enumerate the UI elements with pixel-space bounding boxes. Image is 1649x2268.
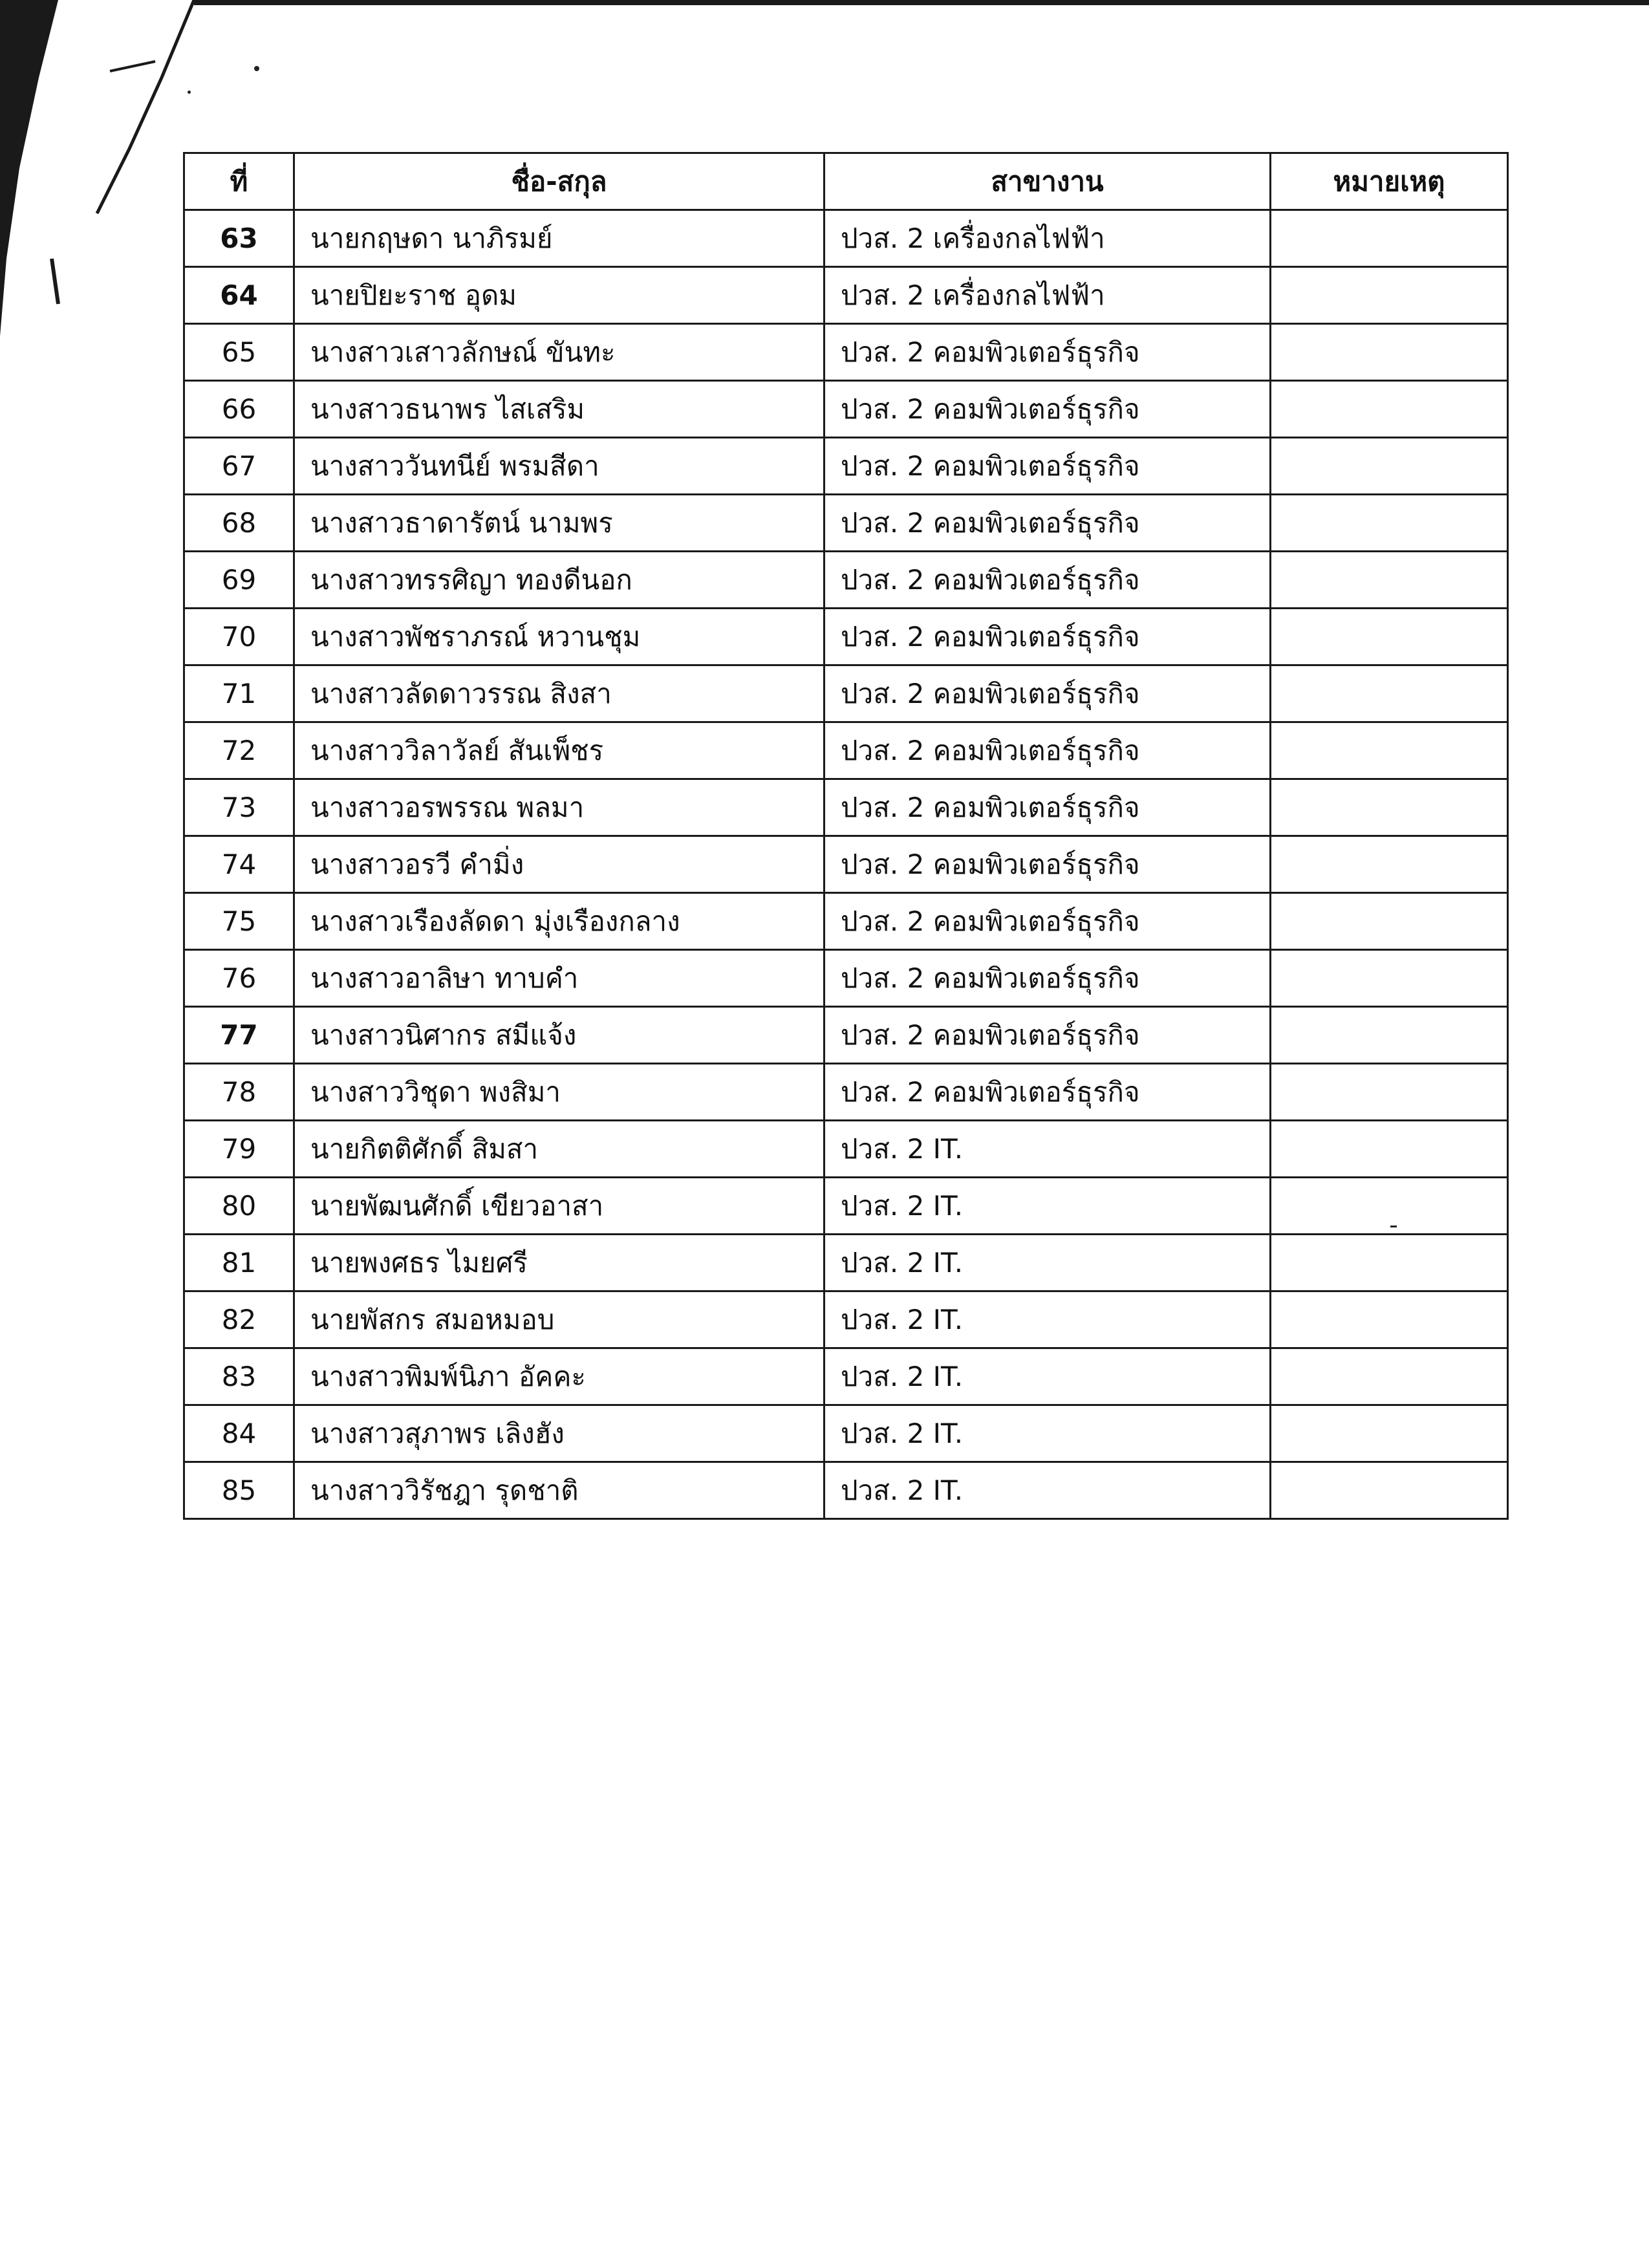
student-name: นางสาวพัชราภรณ์ หวานชุม — [294, 609, 824, 665]
student-name: นางสาวอรวี คำมิ่ง — [294, 836, 824, 893]
table-row — [184, 552, 1508, 609]
department: ปวส. 2 คอมพิวเตอร์ธุรกิจ — [824, 495, 1271, 552]
row-number: 74 — [184, 836, 294, 893]
department: ปวส. 2 คอมพิวเตอร์ธุรกิจ — [824, 1064, 1271, 1121]
table-row — [184, 1235, 1508, 1291]
student-name: นายกฤษดา นาภิรมย์ — [294, 210, 824, 267]
student-name: นางสาววิลาวัลย์ สันเพ็ชร — [294, 722, 824, 779]
remark — [1271, 1064, 1508, 1121]
header-name: ชื่อ-สกุล — [294, 153, 824, 210]
remark — [1271, 722, 1508, 779]
student-roster-table — [183, 152, 1509, 1520]
row-number: 84 — [184, 1405, 294, 1462]
table-row — [184, 1064, 1508, 1121]
row-number: 63 — [184, 210, 294, 267]
student-name: นายพงศธร ไมยศรี — [294, 1235, 824, 1291]
table-header-row — [184, 153, 1508, 210]
remark — [1271, 779, 1508, 836]
remark — [1271, 950, 1508, 1007]
student-name: นางสาวสุภาพร เลิงฮัง — [294, 1405, 824, 1462]
department: ปวส. 2 คอมพิวเตอร์ธุรกิจ — [824, 1007, 1271, 1064]
department: ปวส. 2 IT. — [824, 1348, 1271, 1405]
student-name: นายพัฒนศักดิ์ เขียวอาสา — [294, 1178, 824, 1235]
row-number: 70 — [184, 609, 294, 665]
department: ปวส. 2 IT. — [824, 1178, 1271, 1235]
student-name: นางสาวเรืองลัดดา มุ่งเรืองกลาง — [294, 893, 824, 950]
student-name: นายกิตติศักดิ์ สิมสา — [294, 1121, 824, 1178]
student-name: นางสาววิรัชฎา รุดชาติ — [294, 1462, 824, 1519]
remark — [1271, 210, 1508, 267]
scan-speck — [188, 91, 191, 94]
row-number: 69 — [184, 552, 294, 609]
student-name: นางสาวลัดดาวรรณ สิงสา — [294, 665, 824, 722]
header-remark: หมายเหตุ — [1271, 153, 1508, 210]
student-name: นางสาวทรรศิญา ทองดีนอก — [294, 552, 824, 609]
table-row — [184, 1121, 1508, 1178]
table-row — [184, 779, 1508, 836]
remark — [1271, 1348, 1508, 1405]
row-number: 76 — [184, 950, 294, 1007]
header-no: ที่ — [184, 153, 294, 210]
row-number: 81 — [184, 1235, 294, 1291]
table-row — [184, 950, 1508, 1007]
header-department: สาขางาน — [824, 153, 1271, 210]
department: ปวส. 2 IT. — [824, 1235, 1271, 1291]
remark — [1271, 665, 1508, 722]
department: ปวส. 2 คอมพิวเตอร์ธุรกิจ — [824, 552, 1271, 609]
row-number: 65 — [184, 324, 294, 381]
row-number: 78 — [184, 1064, 294, 1121]
department: ปวส. 2 คอมพิวเตอร์ธุรกิจ — [824, 950, 1271, 1007]
department: ปวส. 2 คอมพิวเตอร์ธุรกิจ — [824, 779, 1271, 836]
department: ปวส. 2 คอมพิวเตอร์ธุรกิจ — [824, 438, 1271, 495]
remark — [1271, 267, 1508, 324]
student-name: นางสาววันทนีย์ พรมสีดา — [294, 438, 824, 495]
department: ปวส. 2 คอมพิวเตอร์ธุรกิจ — [824, 324, 1271, 381]
remark — [1271, 438, 1508, 495]
remark — [1271, 1462, 1508, 1519]
table-row — [184, 836, 1508, 893]
table-row — [184, 893, 1508, 950]
department: ปวส. 2 คอมพิวเตอร์ธุรกิจ — [824, 836, 1271, 893]
table-row — [184, 495, 1508, 552]
department: ปวส. 2 คอมพิวเตอร์ธุรกิจ — [824, 722, 1271, 779]
department: ปวส. 2 IT. — [824, 1121, 1271, 1178]
scan-top-edge — [194, 0, 1649, 5]
student-name: นางสาวเสาวลักษณ์ ขันทะ — [294, 324, 824, 381]
table-row — [184, 1348, 1508, 1405]
remark — [1271, 836, 1508, 893]
table-row — [184, 1462, 1508, 1519]
student-name: นางสาวอาลิษา ทาบคำ — [294, 950, 824, 1007]
student-name: นางสาวธนาพร ไสเสริม — [294, 381, 824, 438]
remark — [1271, 1291, 1508, 1348]
row-number: 72 — [184, 722, 294, 779]
table-row — [184, 609, 1508, 665]
row-number: 73 — [184, 779, 294, 836]
department: ปวส. 2 IT. — [824, 1405, 1271, 1462]
remark — [1271, 495, 1508, 552]
table-row — [184, 267, 1508, 324]
department: ปวส. 2 IT. — [824, 1462, 1271, 1519]
table-row — [184, 1405, 1508, 1462]
remark — [1271, 1178, 1508, 1235]
row-number: 80 — [184, 1178, 294, 1235]
table-row — [184, 665, 1508, 722]
row-number: 82 — [184, 1291, 294, 1348]
row-number: 68 — [184, 495, 294, 552]
department: ปวส. 2 คอมพิวเตอร์ธุรกิจ — [824, 381, 1271, 438]
department: ปวส. 2 คอมพิวเตอร์ธุรกิจ — [824, 665, 1271, 722]
row-number: 67 — [184, 438, 294, 495]
table-row — [184, 210, 1508, 267]
row-number: 79 — [184, 1121, 294, 1178]
department: ปวส. 2 เครื่องกลไฟฟ้า — [824, 210, 1271, 267]
row-number: 85 — [184, 1462, 294, 1519]
department: ปวส. 2 IT. — [824, 1291, 1271, 1348]
remark — [1271, 324, 1508, 381]
remark — [1271, 1405, 1508, 1462]
remark — [1271, 381, 1508, 438]
student-name: นางสาวธาดารัตน์ นามพร — [294, 495, 824, 552]
student-name: นางสาวอรพรรณ พลมา — [294, 779, 824, 836]
table-row — [184, 438, 1508, 495]
table-row — [184, 324, 1508, 381]
remark — [1271, 552, 1508, 609]
student-name: นางสาวนิศากร สมีแจ้ง — [294, 1007, 824, 1064]
row-number: 75 — [184, 893, 294, 950]
row-number: 83 — [184, 1348, 294, 1405]
row-number: 71 — [184, 665, 294, 722]
scan-speck — [254, 66, 259, 71]
department: ปวส. 2 เครื่องกลไฟฟ้า — [824, 267, 1271, 324]
student-name: นายพัสกร สมอหมอบ — [294, 1291, 824, 1348]
student-name: นายปิยะราช อุดม — [294, 267, 824, 324]
row-number: 66 — [184, 381, 294, 438]
row-number: 77 — [184, 1007, 294, 1064]
remark — [1271, 1121, 1508, 1178]
row-number: 64 — [184, 267, 294, 324]
table-row — [184, 1291, 1508, 1348]
department: ปวส. 2 คอมพิวเตอร์ธุรกิจ — [824, 893, 1271, 950]
department: ปวส. 2 คอมพิวเตอร์ธุรกิจ — [824, 609, 1271, 665]
remark — [1271, 893, 1508, 950]
student-name: นางสาววิชุดา พงสิมา — [294, 1064, 824, 1121]
remark — [1271, 1235, 1508, 1291]
table-row — [184, 381, 1508, 438]
table-row — [184, 722, 1508, 779]
student-name: นางสาวพิมพ์นิภา อัคคะ — [294, 1348, 824, 1405]
remark — [1271, 1007, 1508, 1064]
table-body — [184, 210, 1508, 1519]
table-row — [184, 1178, 1508, 1235]
remark — [1271, 609, 1508, 665]
table-row — [184, 1007, 1508, 1064]
